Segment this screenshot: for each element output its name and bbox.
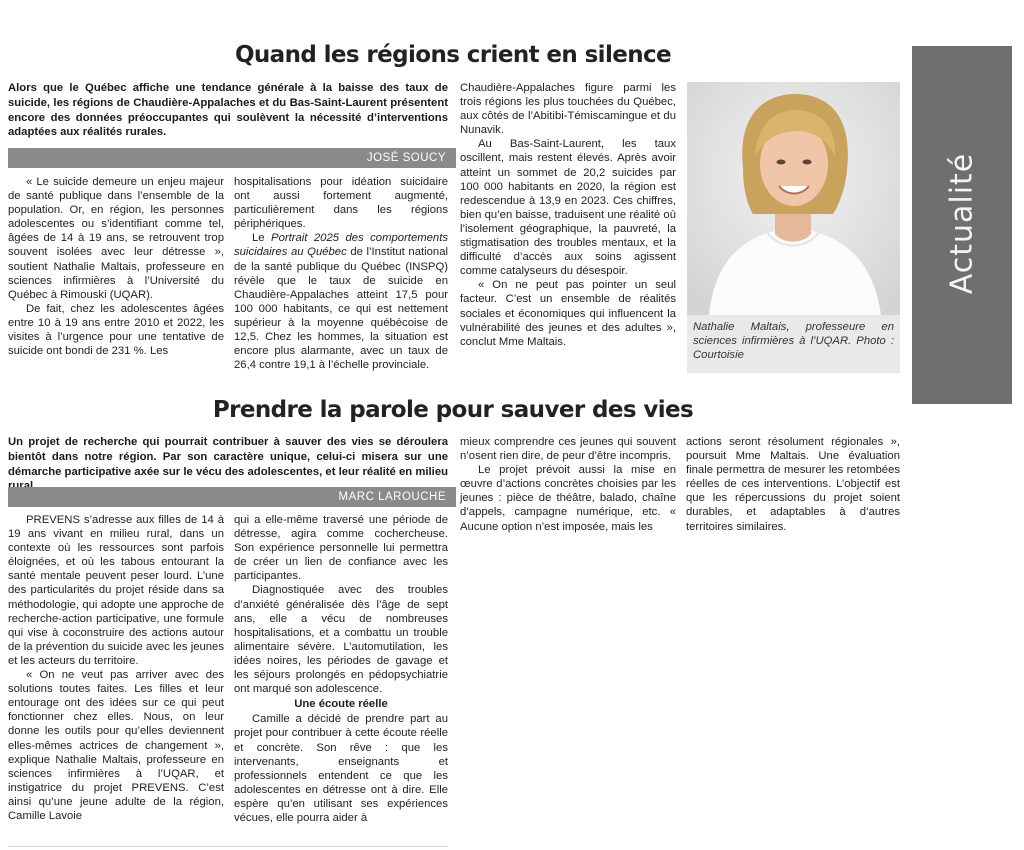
article1-lead: Alors que le Québec affiche une tendance générale à la baisse des taux de suicide, les régions de Chaudière-Appalaches et du Bas-Saint-Laurent présentent encore des données préoccupantes qui soulèvent la nécessité d’interventions adaptées aux réalités rurales. — [8, 82, 448, 139]
article1-col2-report-title: Portrait 2025 des comportements suicidaires au Québec — [234, 232, 448, 259]
article1-column-2 — [234, 175, 448, 372]
article2-col1-para: PREVENS s’adresse aux filles de 14 à 19 ans vivant en milieu rural, dans un contexte où les ressources sont parfois éloignées, et où les tabous entourant la santé mentale peuvent peser lourd. L’une des particularités du projet réside dans sa méthodologie, qui adopte une approche de recherche-action participative, une formule qui vise à coconstruire des actions autour de la prévention du suicide avec les jeunes et les acteurs du territoire. — [8, 514, 224, 667]
article2-subhead: Une écoute réelle — [294, 698, 388, 711]
article1-col3-para: Chaudière-Appalaches figure parmi les trois régions les plus touchées du Québec, aux côtés de l’Abitibi-Témiscamingue et du Nunavik. — [460, 82, 676, 137]
article2-col1-para: « On ne veut pas arriver avec des solutions toutes faites. Les filles et leur entourage ont des idées sur ce qui peut fonctionner chez elles. Nous, on leur donne les outils pour qu’elles deviennent elles-mêmes actrices de changement », explique Nathalie Maltais, professeure en sciences infirmières à l’UQAR, et instigatrice du projet PREVENS. C’est ainsi qu’une jeune adulte de la région, Camille Lavoie — [8, 669, 224, 822]
section-label: Actualité — [944, 152, 980, 295]
article2-column-1 — [8, 513, 224, 823]
article1-headline: Quand les régions crient en silence — [234, 42, 672, 68]
article2-byline: MARC LAROUCHE — [8, 487, 456, 507]
article1-byline: JOSÉ SOUCY — [8, 148, 456, 168]
article1-col2-pre: Le — [252, 232, 272, 245]
article2-column-2 — [234, 513, 448, 825]
article1-column-1 — [8, 175, 224, 358]
portrait-image — [687, 82, 900, 315]
article2-col3-para: Le projet prévoit aussi la mise en œuvre d’actions concrètes choisies par les jeunes : pièce de théâtre, balado, chaîne d’appels, campagne numérique, etc. « Aucune option n’est imposée, mais les — [460, 464, 676, 533]
article1-column-3 — [460, 81, 676, 349]
article2-col2-para: qui a elle-même traversé une période de détresse, agira comme cochercheuse. Son expérience personnelle lui permettra de créer un lien de confiance avec les participantes. — [234, 514, 448, 583]
photo-caption: Nathalie Maltais, professeure en sciences infirmières à l’UQAR. Photo : Courtoisie — [693, 321, 894, 362]
article2-col3-para: mieux comprendre ces jeunes qui souvent n’osent rien dire, de peur d’être incompris. — [460, 436, 676, 463]
article2-col2-para: Diagnostiquée avec des troubles d’anxiété généralisée dès l’âge de sept ans, elle a vécu de nombreuses hospitalisations, et a combattu un trouble alimentaire sévère. L’automutilation, les idées noires, les périodes de gavage et les séjours prolongés en pédopsychiatrie ont marqué son adolescence. — [234, 584, 448, 696]
article2-col4-para: actions seront résolument régionales », poursuit Mme Maltais. Une évaluation finale permettra de mesurer les retombées réelles de ces interventions. L’objectif est que les répercussions du projet soient durables, et adaptables à d’autres territoires similaires. — [686, 436, 900, 533]
article1-col1-para: De fait, chez les adolescentes âgées entre 10 à 19 ans entre 2010 et 2022, les visites à l’urgence pour une tentative de suicide ont bondi de 231 %. Les — [8, 302, 224, 358]
article1-col3-para: Au Bas-Saint-Laurent, les taux oscillent, mais restent élevés. Après avoir atteint un sommet de 20,2 suicides par 100 000 habitants en 2020, la région est redescendue à 13,9 en 2023. Ces chiffres, bien qu’en baisse, traduisent une réalité où l’isolement géographique, la pauvreté, la stigmatisation des troubles mentaux, et la difficulté d’accès aux soins agissent comme catalyseurs du désespoir. — [460, 138, 676, 278]
bottom-rule — [8, 846, 448, 847]
section-label-wrap — [912, 46, 1012, 401]
section-sidebar — [912, 46, 1012, 404]
article2-column-3 — [460, 435, 676, 534]
article2-lead: Un projet de recherche qui pourrait contribuer à sauver des vies se déroulera bientôt dans notre région. Par son caractère unique, celui-ci misera sur une démarche participative axée sur le vécu des adolescentes, et leur réalité en milieu — [8, 436, 448, 478]
article2-headline: Prendre la parole pour sauver des vies — [212, 397, 694, 423]
article1-col1-para: « Le suicide demeure un enjeu majeur de santé publique dans l’ensemble de la population. Or, en région, les personnes adolescentes ou s’identifiant comme tel, âgées de 14 à 19 ans, se retrouvent trop souvent isolées avec leur détresse », soutient Nathalie Maltais, professeure en sciences infirmières à l’Université du Québec à Rimouski (UQAR). — [8, 176, 224, 301]
article1-col3-para: « On ne peut pas pointer un seul facteur. C’est un ensemble de réalités sociales et économiques qui influencent la vulnérabilité des jeunes et des adultes », conclut Mme Maltais. — [460, 279, 676, 348]
photo-caption-box — [687, 315, 900, 373]
portrait-photo — [687, 82, 900, 315]
article2-col2-para: Camille a décidé de prendre part au projet pour contribuer à cette écoute réelle et concrète. Son rêve : que les intervenants, enseignants et professionnels entendent ce que les adolescentes en détresse ont à dire. Elle espère qu’en utilisant ses expériences vécues, elle pourra aider à — [234, 713, 448, 824]
article1-col2-para: hospitalisations pour idéation suicidaire ont aussi fortement augmenté, particulièrement dans les régions périphériques. — [234, 176, 448, 231]
article1-col2-para — [234, 231, 448, 372]
article2-column-4 — [686, 435, 900, 534]
article1-col2-post: de l’Institut national de la santé publique du Québec (INSPQ) révèle que le taux de suicide en Chaudière-Appalaches atteint 17,5 pour 100 000 habitants, ce qui est nettement supérieur à la moyenne québécoise de 12,5. Chez les hommes, la situation est encore plus alarmante, avec un taux de 26,4 contre 19,1 à l’échelle provinciale. — [234, 246, 449, 372]
